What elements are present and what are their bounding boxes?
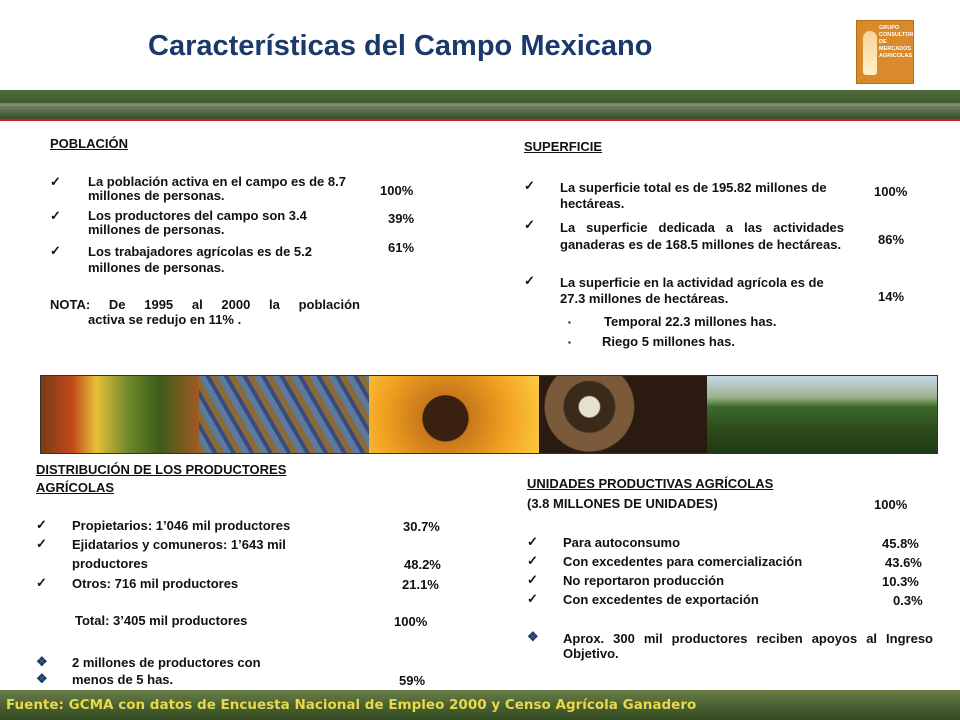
superficie-pct: 86% xyxy=(878,232,905,247)
poblacion-pct: 100% xyxy=(380,183,414,198)
produce-photo xyxy=(41,376,199,453)
distribucion-item: Otros: 716 mil productores xyxy=(72,576,239,591)
distribucion-extra: 2 millones de productores con xyxy=(72,655,261,670)
poblacion-item: Los trabajadores agrícolas es de 5.2 millones de personas. xyxy=(88,244,312,275)
diamond-bullet-icon: ❖ xyxy=(36,654,48,669)
unidades-item: Para autoconsumo xyxy=(563,535,681,550)
distribucion-pct: 48.2% xyxy=(404,557,441,572)
superficie-sub: Riego 5 millones has. xyxy=(602,334,735,349)
superficie-item: La superficie total es de 195.82 millones de hectáreas. xyxy=(560,180,827,211)
distribucion-total: Total: 3’405 mil productores xyxy=(75,613,248,628)
distribucion-header: AGRÍCOLAS xyxy=(36,480,114,495)
divider-line xyxy=(0,119,960,121)
superficie-sub: Temporal 22.3 millones has. xyxy=(604,314,777,329)
distribucion-item: productores xyxy=(72,556,148,571)
unidades-item: No reportaron producción xyxy=(563,573,725,588)
bullet-icon: ▪ xyxy=(568,338,571,347)
check-icon: ✓ xyxy=(527,534,538,549)
check-icon: ✓ xyxy=(527,553,538,568)
check-icon: ✓ xyxy=(50,174,61,189)
gcma-logo xyxy=(856,20,914,84)
logo-text: GRUPO CONSULTOR DE MERCADOS AGRICOLAS xyxy=(879,25,914,59)
poblacion-pct: 39% xyxy=(388,211,415,226)
wheat-icon xyxy=(863,31,877,75)
superficie-item: La superficie dedicada a las actividades ganaderas es de 168.5 millones de hectáreas. xyxy=(560,220,844,252)
photo-strip xyxy=(40,375,938,454)
field-photo xyxy=(707,376,937,453)
poblacion-item: La población activa en el campo es de 8.7 millones de personas. xyxy=(88,174,346,203)
unidades-note: Aprox. 300 mil productores reciben apoyos al Ingreso Objetivo. xyxy=(563,631,933,661)
harvest-photo xyxy=(199,376,369,453)
check-icon: ✓ xyxy=(36,536,47,551)
superficie-header: SUPERFICIE xyxy=(524,139,603,154)
check-icon: ✓ xyxy=(50,243,61,258)
bullet-icon: ▪ xyxy=(568,318,571,327)
check-icon: ✓ xyxy=(50,208,61,223)
poblacion-nota: activa se redujo en 11% . xyxy=(88,312,242,327)
poblacion-header: POBLACIÓN xyxy=(50,136,128,151)
check-icon: ✓ xyxy=(36,517,47,532)
check-icon: ✓ xyxy=(524,273,535,288)
unidades-pct: 43.6% xyxy=(885,555,922,570)
distribucion-header: DISTRIBUCIÓN DE LOS PRODUCTORES xyxy=(36,462,287,477)
poblacion-item: Los productores del campo son 3.4 millones de personas. xyxy=(88,208,307,237)
superficie-item: La superficie en la actividad agrícola es de 27.3 millones de hectáreas. xyxy=(560,275,824,306)
source-note: Fuente: GCMA con datos de Encuesta Nacional de Empleo 2000 y Censo Agrícola Ganadero xyxy=(6,697,697,713)
unidades-pct: 0.3% xyxy=(893,593,923,608)
superficie-pct: 100% xyxy=(874,184,908,199)
unidades-pct: 45.8% xyxy=(882,536,919,551)
diamond-bullet-icon: ❖ xyxy=(36,671,48,686)
distribucion-pct: 30.7% xyxy=(403,519,440,534)
superficie-pct: 14% xyxy=(878,289,905,304)
poblacion-nota: NOTA: De 1995 al 2000 la población xyxy=(50,297,360,312)
cattle-photo xyxy=(539,376,707,453)
unidades-header-pct: 100% xyxy=(874,497,908,512)
unidades-item: Con excedentes de exportación xyxy=(563,592,759,607)
unidades-pct: 10.3% xyxy=(882,574,919,589)
distribucion-extra: menos de 5 has. xyxy=(72,672,174,687)
field-banner xyxy=(0,90,960,120)
unidades-header: UNIDADES PRODUCTIVAS AGRÍCOLAS xyxy=(527,476,774,491)
check-icon: ✓ xyxy=(527,572,538,587)
unidades-subheader: (3.8 MILLONES DE UNIDADES) xyxy=(527,496,718,511)
distribucion-pct: 21.1% xyxy=(402,577,439,592)
distribucion-extra-pct: 59% xyxy=(399,673,426,688)
check-icon: ✓ xyxy=(36,575,47,590)
unidades-item: Con excedentes para comercialización xyxy=(563,554,803,569)
poblacion-pct: 61% xyxy=(388,240,415,255)
check-icon: ✓ xyxy=(524,217,535,232)
check-icon: ✓ xyxy=(524,178,535,193)
diamond-bullet-icon: ❖ xyxy=(527,629,539,644)
distribucion-item: Propietarios: 1’046 mil productores xyxy=(72,518,291,533)
farmer-photo xyxy=(369,376,539,453)
check-icon: ✓ xyxy=(527,591,538,606)
distribucion-total-pct: 100% xyxy=(394,614,428,629)
distribucion-item: Ejidatarios y comuneros: 1’643 mil xyxy=(72,537,286,552)
page-title: Características del Campo Mexicano xyxy=(148,30,653,62)
